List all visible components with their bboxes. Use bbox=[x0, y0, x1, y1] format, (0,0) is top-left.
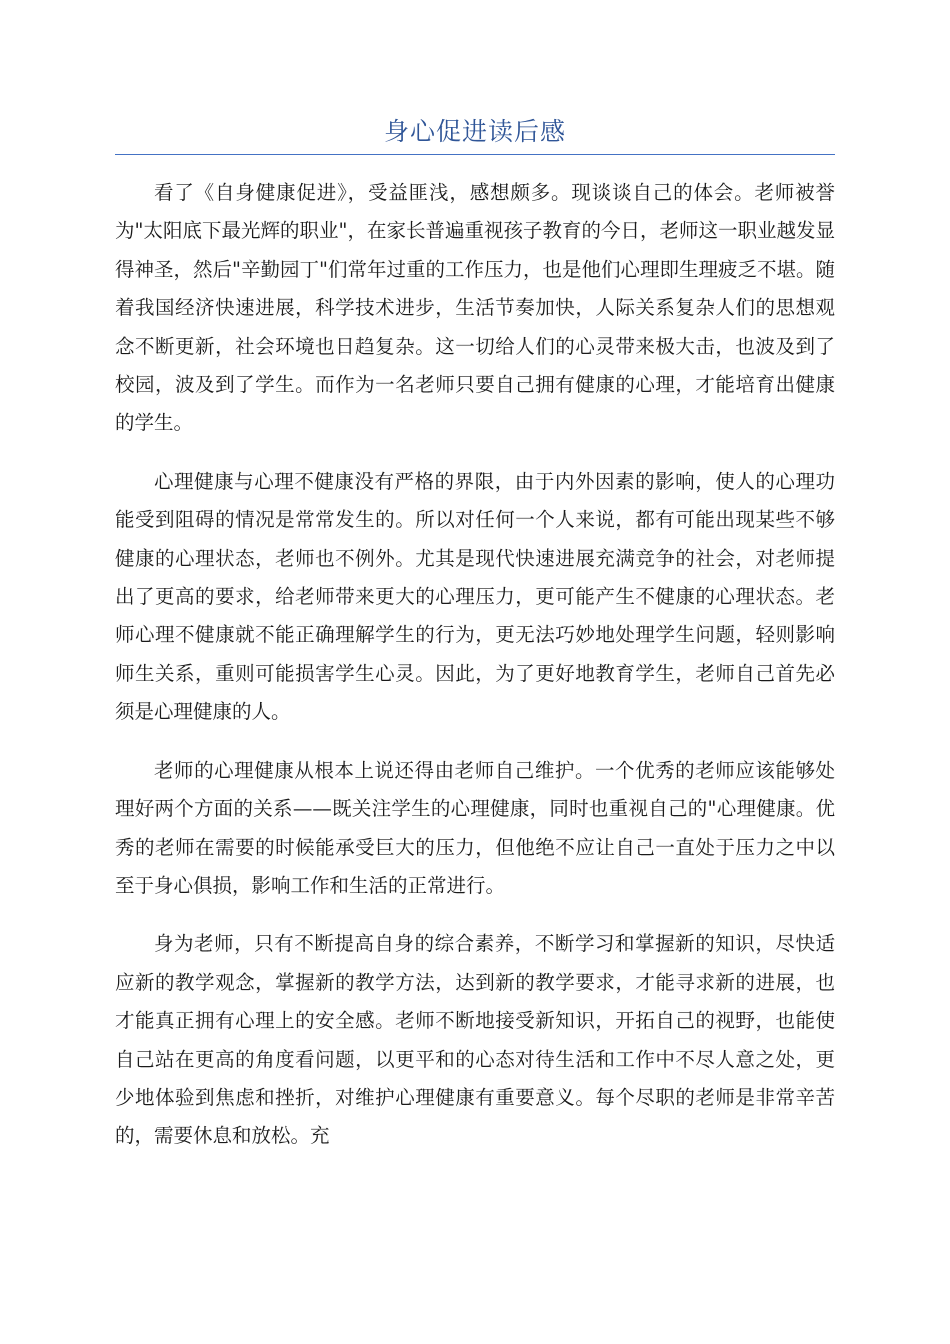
paragraph-3: 老师的心理健康从根本上说还得由老师自己维护。一个优秀的老师应该能够处理好两个方面的关系——既关注学生的心理健康，同时也重视自己的"心理健康。优秀的老师在需要的时候能承受巨大的压力，但他绝不应让自己一直处于压力之中以至于身心俱损，影响工作和生活的正常进行。 bbox=[115, 758, 835, 897]
title-underline bbox=[115, 154, 835, 155]
document-body bbox=[115, 174, 835, 1176]
paragraph-1: 看了《自身健康促进》，受益匪浅，感想颇多。现谈谈自己的体会。老师被誉为"太阳底下最光辉的职业"，在家长普遍重视孩子教育的今日，老师这一职业越发显得神圣，然后"辛勤园丁"们常年过重的工作压力，也是他们心理即生理疲乏不堪。随着我国经济快速进展，科学技术进步，生活节奏加快，人际关系复杂人们的思想观念不断更新，社会环境也日趋复杂。这一切给人们的心灵带来极大击，也波及到了校园，波及到了学生。而作为一名老师只要自己拥有健康的心理，才能培育出健康的学生。 bbox=[115, 181, 835, 435]
paragraph-2: 心理健康与心理不健康没有严格的界限，由于内外因素的影响，使人的心理功能受到阻碍的情况是常常发生的。所以对任何一个人来说，都有可能出现某些不够健康的心理状态，老师也不例外。尤其是现代快速进展充满竞争的社会，对老师提出了更高的要求，给老师带来更大的心理压力，更可能产生不健康的心理状态。老师心理不健康就不能正确理解学生的行为，更无法巧妙地处理学生问题，轻则影响师生关系，重则可能损害学生心灵。因此，为了更好地教育学生，老师自己首先必须是心理健康的人。 bbox=[115, 469, 835, 724]
paragraph-4: 身为老师，只有不断提高自身的综合素养，不断学习和掌握新的知识，尽快适应新的教学观念，掌握新的教学方法，达到新的教学要求，才能寻求新的进展，也才能真正拥有心理上的安全感。老师不断地接受新知识，开拓自己的视野，也能使自己站在更高的角度看问题，以更平和的心态对待生活和工作中不尽人意之处，更少地体验到焦虑和挫折，对维护心理健康有重要意义。每个尽职的老师是非常辛苦的，需要休息和放松。充 bbox=[115, 932, 835, 1148]
document-title: 身心促进读后感 bbox=[383, 117, 566, 146]
